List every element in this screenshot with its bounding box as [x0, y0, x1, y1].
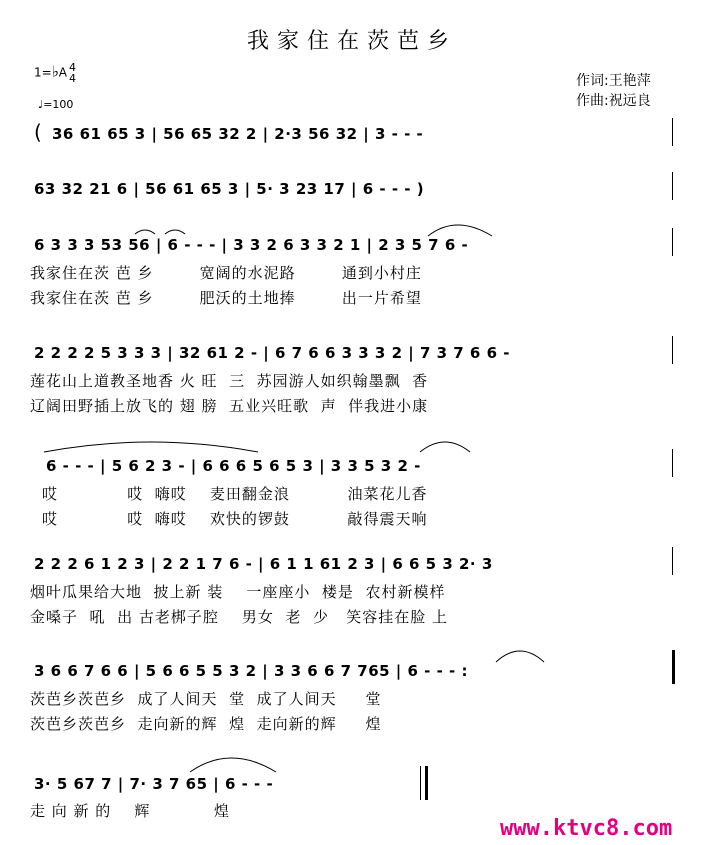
lyric-row-7-verse-2: 茨芭乡茨芭乡 走向新的辉 煌 走向新的辉 煌: [30, 715, 382, 733]
slur: [44, 442, 258, 452]
song-title: 我家住在茨芭乡: [246, 29, 457, 54]
notation-row-6: 2 2 2 6 1 2 3 | 2 2 1 7 6 - | 6 1 1 61 2 3 | 6 6 5 3 2· 3: [34, 555, 493, 573]
lyric-row-8-verse-1: 走 向 新 的 辉 煌: [30, 802, 230, 820]
notation-row-4: 2 2 2 2 5 3 3 3 | 32 61 2 - | 6 7 6 6 3 3 3 2 | 7 3 7 6 6 -: [34, 344, 510, 362]
key-prefix: 1=: [34, 65, 52, 80]
time-top: 4: [69, 61, 76, 74]
notation-row-7: 3 6 6 7 6 6 | 5 6 6 5 5 3 2 | 3 3 6 6 7 765 | 6 - - - :: [34, 662, 469, 680]
quarter-note-icon: ♩: [38, 98, 44, 111]
lyric-row-7-verse-1: 茨芭乡茨芭乡 成了人间天 堂 成了人间天 堂: [30, 690, 382, 708]
slur: [135, 230, 155, 234]
slur: [420, 442, 470, 452]
flat-symbol: ♭: [51, 62, 59, 81]
lyricist-credit: 作词:王艳萍: [576, 73, 651, 89]
notation-row-5: 6 - - - | 5 6 2 3 - | 6 6 6 5 6 5 3 | 3 3 5 3 2 -: [46, 457, 421, 475]
open-paren: (: [34, 120, 42, 144]
notation-row-1: 36 61 65 3 | 56 65 32 2 | 2·3 56 32 | 3 - - -: [52, 125, 424, 143]
composer-credit: 作曲:祝远良: [576, 93, 651, 109]
lyric-row-3-verse-2: 我家住在茨 芭 乡 肥沃的土地捧 出一片希望: [30, 289, 422, 307]
lyric-row-5-verse-1: 哎 哎 嗨哎 麦田翻金浪 油菜花儿香: [42, 485, 428, 503]
slur: [496, 651, 544, 662]
notation-row-3: 6 3 3 3 53 56 | 6 - - - | 3 3 2 6 3 3 2 1 | 2 3 5 7 6 -: [34, 236, 469, 254]
lyric-row-3-verse-1: 我家住在茨 芭 乡 宽阔的水泥路 通到小村庄: [30, 264, 422, 282]
time-bottom: 4: [69, 72, 76, 85]
slur: [165, 230, 185, 234]
lyric-row-4-verse-1: 莲花山上道教圣地香 火 旺 三 苏园游人如织翰墨飘 香: [30, 372, 429, 390]
slur: [190, 758, 276, 772]
watermark: www.ktvc8.com: [500, 816, 673, 841]
notation-row-2: 63 32 21 6 | 56 61 65 3 | 5· 3 23 17 | 6 - - - ): [34, 180, 425, 198]
notation-row-8: 3· 5 67 7 | 7· 3 7 65 | 6 - - -: [34, 775, 274, 793]
lyric-row-5-verse-2: 哎 哎 嗨哎 欢快的锣鼓 敲得震天响: [42, 510, 428, 528]
tempo-value: =100: [43, 98, 74, 111]
lyric-row-6-verse-1: 烟叶瓜果给大地 披上新 装 一座座小 楼是 农村新模样: [30, 583, 446, 601]
slur: [428, 225, 492, 236]
key-note: A: [58, 65, 67, 80]
lyric-row-6-verse-2: 金嗓子 吼 出 古老梆子腔 男女 老 少 笑容挂在脸 上: [30, 608, 449, 626]
lyric-row-4-verse-2: 辽阔田野插上放飞的 翅 膀 五业兴旺歌 声 伴我进小康: [30, 397, 429, 415]
